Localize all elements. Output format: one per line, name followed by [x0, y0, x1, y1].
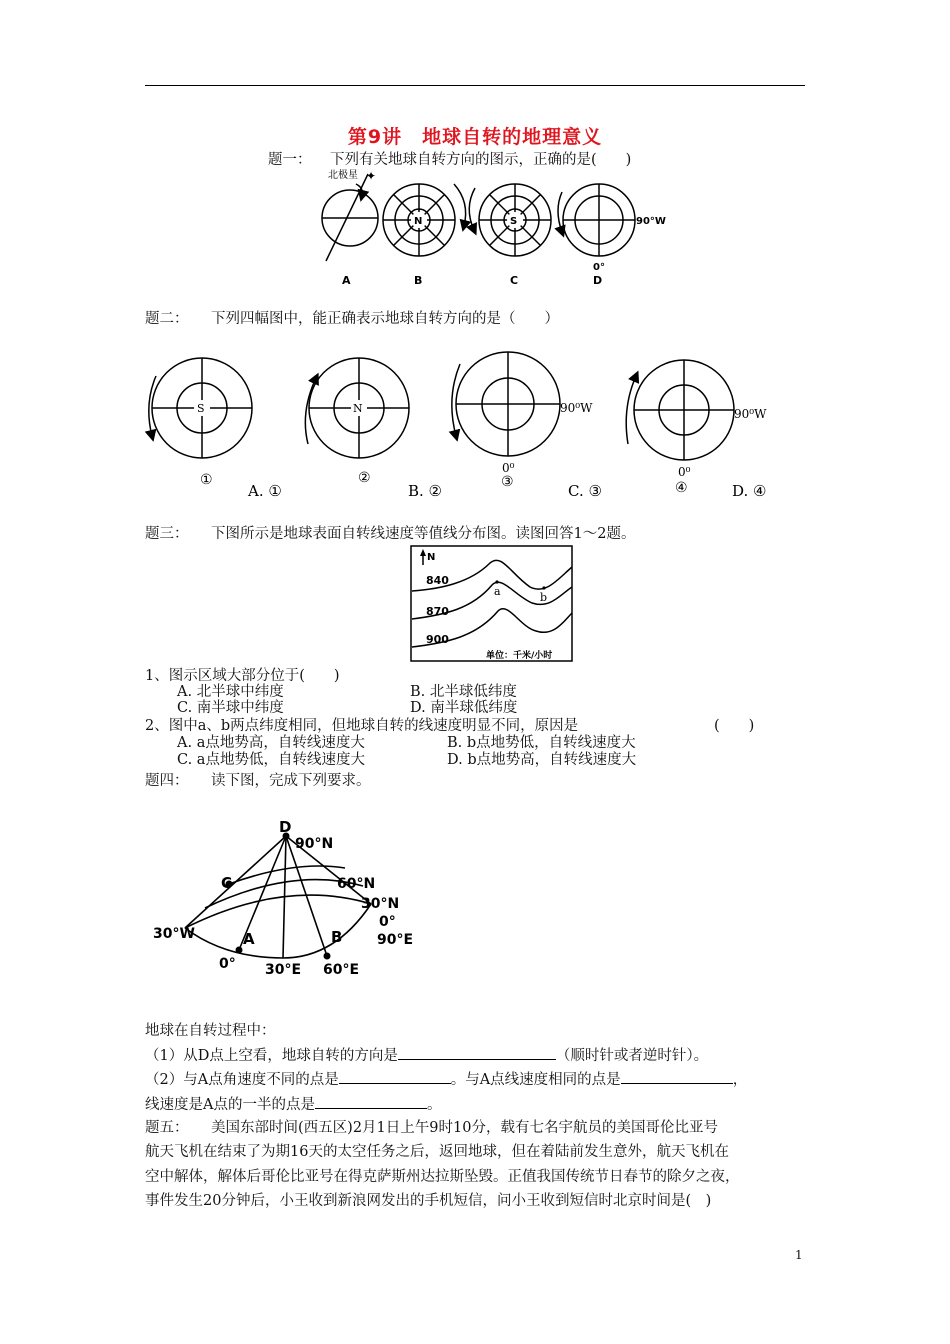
q3-figure	[410, 545, 574, 663]
q3-iso-840: 840	[426, 574, 449, 587]
q3-sub1-opt-d: D. 南半球低纬度	[410, 700, 518, 716]
q4-lat-0: 0°	[379, 914, 396, 930]
q4-item2-blank2[interactable]	[621, 1069, 733, 1084]
q5-line-1: 美国东部时间(西五区)2月1日上午9时10分，载有七名宇航员的美国哥伦比亚号	[211, 1120, 718, 1136]
q4-item2-pre: （2）与A点角速度不同的点是	[145, 1072, 339, 1088]
q2-fig3-lon0: 0⁰	[502, 461, 515, 475]
q2-text: 下列四幅图中，能正确表示地球自转方向的是（ ）	[211, 311, 559, 327]
q4-lon-90e: 90°E	[377, 932, 414, 948]
q3-unit-label: 单位：千米/小时	[486, 651, 553, 661]
q4-item3-blank[interactable]	[315, 1094, 427, 1109]
q3-point-b: b	[540, 591, 548, 604]
q1-figure	[318, 166, 678, 290]
q4-lat-60n: 60°N	[337, 876, 376, 892]
q4-text: 读下图，完成下列要求。	[211, 773, 371, 789]
q1-north-label: N	[414, 216, 423, 227]
q2-circle-3: ③	[501, 474, 514, 490]
q3-iso-870: 870	[426, 605, 449, 618]
q4-lat-90n: 90°N	[295, 836, 334, 852]
q4-item3-pre: 线速度是A点的一半的点是	[145, 1097, 315, 1113]
q3-sub2-stem: 2、图中a、b两点纬度相同，但地球自转的线速度明显不同，原因是	[145, 718, 579, 734]
q4-item2-end: ，	[732, 1072, 748, 1088]
q2-fig3-lon90w: 90⁰W	[560, 401, 593, 415]
q1-polaris-label: 北极星	[328, 170, 358, 181]
q4-point-d: D	[279, 818, 292, 836]
q2-south-label: S	[197, 402, 205, 415]
q4-item2-blank1[interactable]	[339, 1069, 451, 1084]
q3-sub2-paren: ( )	[714, 718, 755, 734]
svg-text:✦: ✦	[366, 169, 377, 183]
q4-item3-end: 。	[426, 1097, 442, 1113]
q4-lon-30w: 30°W	[153, 926, 195, 942]
q4-figure	[145, 816, 425, 980]
q1-lon0-label: 0°	[593, 262, 605, 273]
q1-text: 下列有关地球自转方向的图示，正确的是( )	[330, 152, 632, 168]
q1-option-a: A	[342, 274, 351, 287]
q5-line-2: 航天飞机在结束了为期16天的太空任务之后，返回地球，但在着陆前发生意外，航天飞机在	[145, 1144, 729, 1160]
q3-sub1-opt-c: C. 南半球中纬度	[177, 700, 284, 716]
q4-item3	[145, 1094, 441, 1115]
q4-lat-30n: 30°N	[361, 896, 400, 912]
q2-north-label: N	[353, 402, 363, 415]
q4-point-c: C	[221, 874, 233, 892]
q3-sub1-opt-b: B. 北半球低纬度	[410, 684, 517, 700]
q4-point-b: B	[331, 928, 343, 946]
q3-point-a: a	[494, 585, 501, 598]
q4-lon-60e: 60°E	[323, 962, 360, 978]
q3-sub2-opt-d: D. b点地势高，自转线速度大	[447, 752, 637, 768]
q2-fig4-lon90w: 90⁰W	[734, 407, 767, 421]
q2-figure	[140, 348, 790, 504]
q4-intro: 地球在自转过程中：	[145, 1023, 276, 1039]
q1-south-label: S	[510, 216, 518, 227]
q3-sub2-opt-a: A. a点地势高，自转线速度大	[177, 735, 365, 751]
q1-option-d: D	[593, 274, 603, 287]
q3-north-label: N	[427, 552, 436, 563]
q2-option-c: C. ③	[568, 482, 602, 500]
q3-label: 题三：	[145, 526, 189, 542]
q3-sub2-opt-c: C. a点地势低，自转线速度大	[177, 752, 365, 768]
q5-line-3: 空中解体，解体后哥伦比亚号在得克萨斯州达拉斯坠毁。正值我国传统节日春节的除夕之夜，	[145, 1169, 740, 1185]
q2-option-a: A. ①	[248, 482, 282, 500]
q4-item2	[145, 1069, 747, 1090]
q3-iso-900: 900	[426, 633, 449, 646]
q5-line-4: 事件发生20分钟后，小王收到新浪网发出的手机短信，问小王收到短信时北京时间是( )	[145, 1193, 712, 1209]
q3-sub1-opt-a: A. 北半球中纬度	[177, 684, 284, 700]
q4-item1-pre: （1）从D点上空看，地球自转的方向是	[145, 1048, 398, 1064]
q4-point-a: A	[243, 930, 255, 948]
q2-fig4-lon0: 0⁰	[678, 465, 691, 479]
q4-item1	[145, 1045, 708, 1066]
q1-label: 题一：	[268, 152, 312, 168]
q1-lon90w-label: 90°W	[636, 216, 666, 227]
q4-item1-blank[interactable]	[398, 1045, 556, 1060]
q2-option-d: D. ④	[732, 482, 767, 500]
q4-lon-0: 0°	[219, 956, 236, 972]
q4-item2-mid: 。与A点线速度相同的点是	[450, 1072, 621, 1088]
q1-option-b: B	[414, 274, 423, 287]
q3-sub2-opt-b: B. b点地势低，自转线速度大	[447, 735, 636, 751]
q1-option-c: C	[510, 274, 519, 287]
page-title: 第9讲 地球自转的地理意义	[347, 126, 603, 148]
q2-circle-4: ④	[675, 480, 688, 496]
q4-item1-post: （顺时针或者逆时针）。	[555, 1048, 709, 1064]
q3-text: 下图所示是地球表面自转线速度等值线分布图。读图回答1～2题。	[211, 526, 636, 542]
q5-label: 题五：	[145, 1120, 189, 1136]
q2-circle-1: ①	[200, 472, 213, 488]
q2-circle-2: ②	[358, 470, 371, 486]
header-rule	[145, 85, 805, 86]
page-number: 1	[795, 1248, 803, 1262]
q2-option-b: B. ②	[408, 482, 443, 500]
q2-label: 题二：	[145, 311, 189, 327]
q4-label: 题四：	[145, 773, 189, 789]
q4-lon-30e: 30°E	[265, 962, 302, 978]
q3-sub1-stem: 1、图示区域大部分位于( )	[145, 668, 340, 684]
